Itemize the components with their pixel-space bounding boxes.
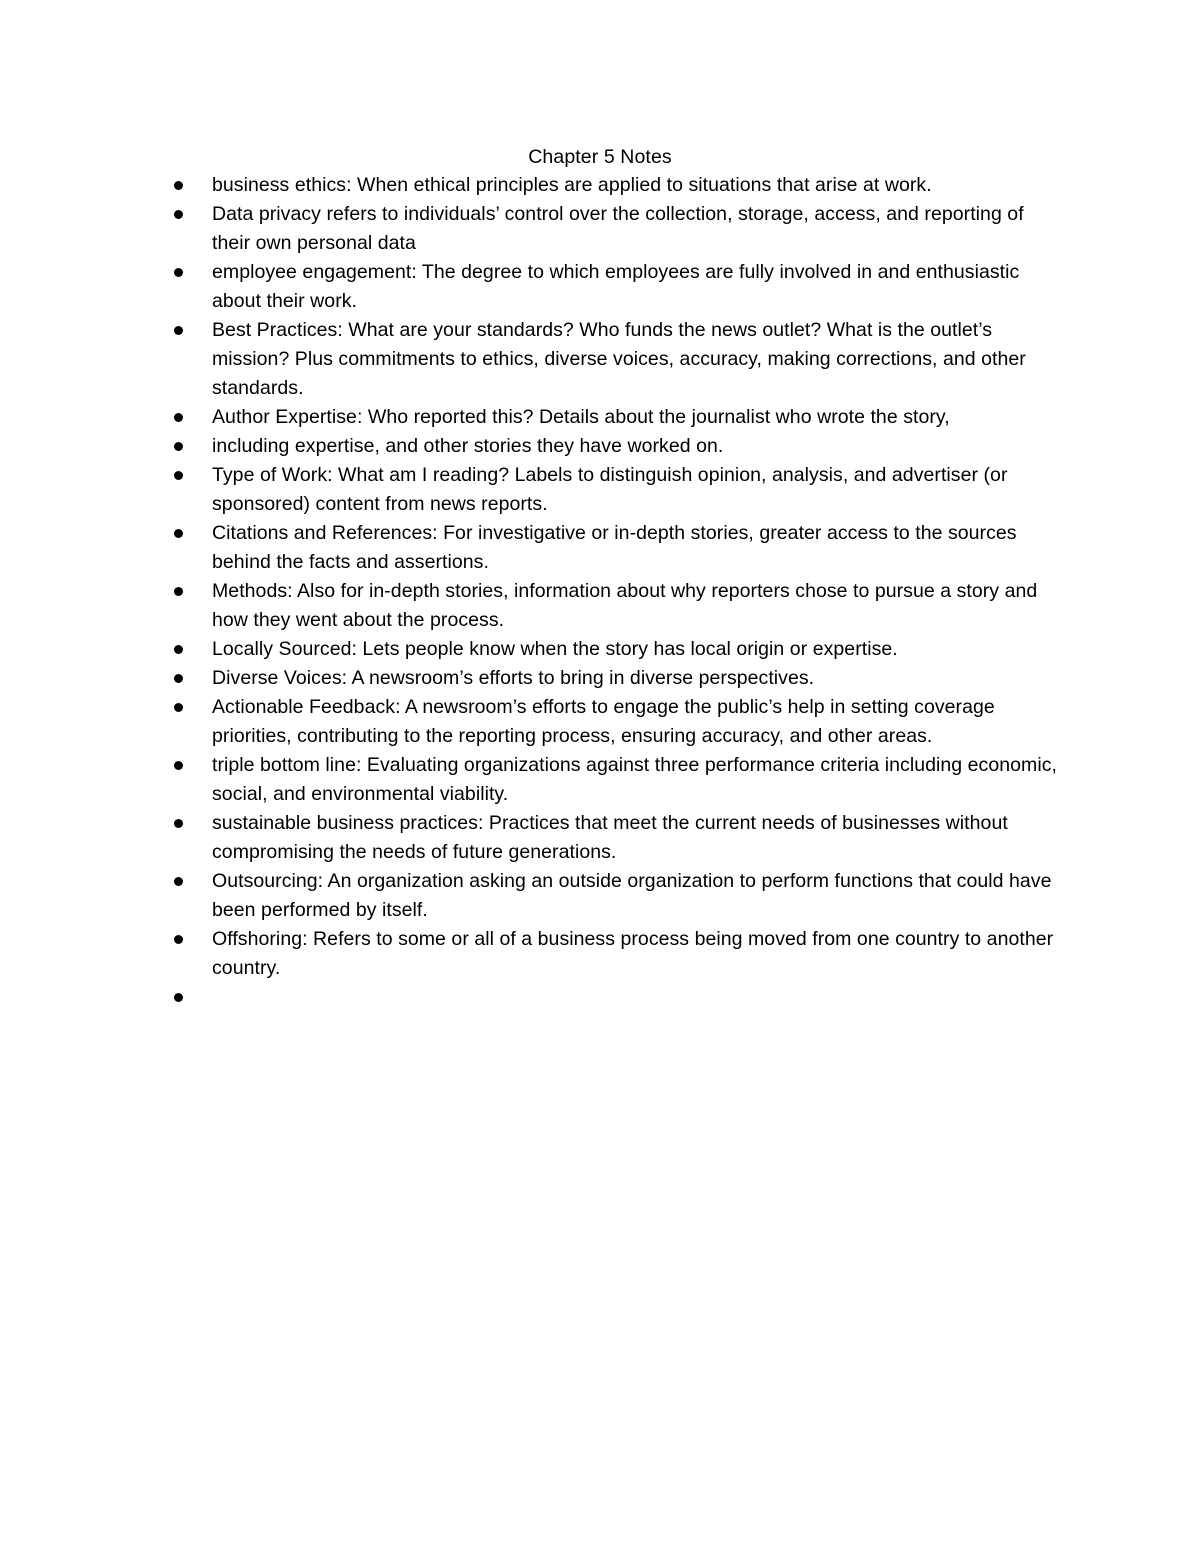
list-item-text: Methods: Also for in-depth stories, information about why reporters chose to pursue a story and how they went about the process. xyxy=(212,580,1038,631)
list-item-text: Citations and References: For investigative or in-depth stories, greater access to the sources behind the facts and assertions. xyxy=(212,522,1017,573)
list-item-text: sustainable business practices: Practices that meet the current needs of businesses without compromising the needs of future generations. xyxy=(212,812,1008,863)
bullet-icon xyxy=(174,819,183,828)
list-item-text: business ethics: When ethical principles are applied to situations that arise at work. xyxy=(212,174,932,196)
bullet-icon xyxy=(174,181,183,190)
bullet-icon xyxy=(174,471,183,480)
list-item-text: Outsourcing: An organization asking an outside organization to perform functions that could have been performed by itself. xyxy=(212,870,1052,921)
list-item xyxy=(174,867,1064,925)
document-title: Chapter 5 Notes xyxy=(528,146,672,168)
list-item xyxy=(174,664,1064,693)
bullet-icon xyxy=(174,645,183,654)
list-item xyxy=(174,403,1064,432)
list-item xyxy=(174,200,1064,258)
list-item-text: triple bottom line: Evaluating organizations against three performance criteria including economic, social, and environmental viability. xyxy=(212,754,1057,805)
list-item-text: Locally Sourced: Lets people know when the story has local origin or expertise. xyxy=(212,638,898,660)
bullet-icon xyxy=(174,413,183,422)
list-item xyxy=(174,751,1064,809)
bullet-icon xyxy=(174,674,183,683)
list-item-text: employee engagement: The degree to which employees are fully involved in and enthusiastic about their work. xyxy=(212,261,1020,312)
list-item-empty xyxy=(174,983,1064,1012)
list-item xyxy=(174,171,1064,200)
list-item-text: Offshoring: Refers to some or all of a business process being moved from one country to another country. xyxy=(212,928,1054,979)
list-item xyxy=(174,258,1064,316)
bullet-icon xyxy=(174,993,183,1002)
list-item-text: Author Expertise: Who reported this? Details about the journalist who wrote the story, xyxy=(212,406,950,428)
list-item xyxy=(174,693,1064,751)
bullet-icon xyxy=(174,442,183,451)
list-item-text: Actionable Feedback: A newsroom’s efforts to engage the public’s help in setting coverage priorities, contributing to the reporting process, ensuring accuracy, and other areas. xyxy=(212,696,995,747)
list-item xyxy=(174,519,1064,577)
list-item-text: Type of Work: What am I reading? Labels to distinguish opinion, analysis, and advertiser (or sponsored) content from news reports. xyxy=(212,464,1008,515)
list-item xyxy=(174,577,1064,635)
list-item xyxy=(174,432,1064,461)
bullet-icon xyxy=(174,587,183,596)
bullet-icon xyxy=(174,935,183,944)
bullet-icon xyxy=(174,210,183,219)
bullet-icon xyxy=(174,877,183,886)
bullet-icon xyxy=(174,529,183,538)
list-item xyxy=(174,635,1064,664)
bullet-icon xyxy=(174,268,183,277)
list-item xyxy=(174,925,1064,983)
bullet-icon xyxy=(174,761,183,770)
notes-list xyxy=(174,171,1064,1012)
list-item xyxy=(174,461,1064,519)
bullet-icon xyxy=(174,703,183,712)
list-item xyxy=(174,316,1064,403)
list-item xyxy=(174,809,1064,867)
bullet-icon xyxy=(174,326,183,335)
list-item-text: Diverse Voices: A newsroom’s efforts to bring in diverse perspectives. xyxy=(212,667,815,689)
list-item-text: Best Practices: What are your standards? Who funds the news outlet? What is the outlet’s mission? Plus commitments to ethics, diverse voices, accuracy, making corrections, and other standards. xyxy=(212,319,1026,399)
list-item-text: Data privacy refers to individuals’ control over the collection, storage, access, and reporting of their own personal data xyxy=(212,203,1024,254)
list-item-text: including expertise, and other stories they have worked on. xyxy=(212,435,724,457)
